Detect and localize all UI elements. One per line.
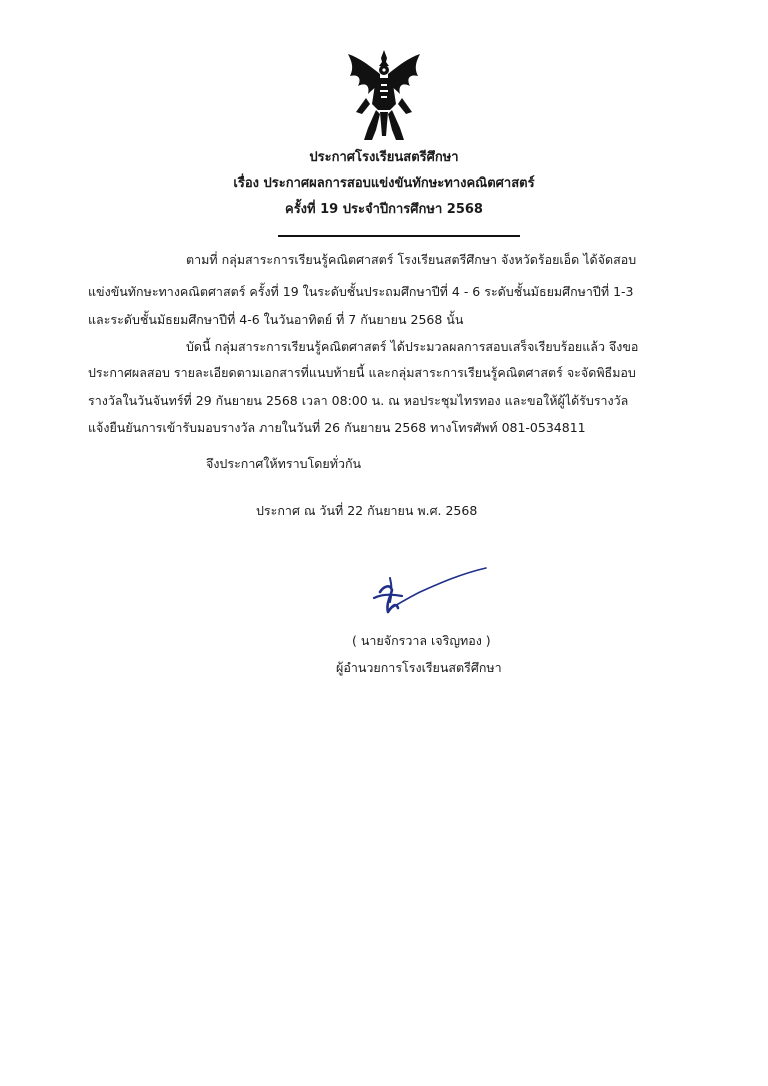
paragraph2-line1: บัดนี้ กลุ่มสาระการเรียนรู้คณิตศาสตร์ ได้ประมวลผลการสอบเสร็จเรียบร้อยแล้ว จึงขอ [186,339,639,354]
paragraph2-line3: รางวัลในวันจันทร์ที่ 29 กันยายน 2568 เวลา 08:00 น. ณ หอประชุมไทรทอง และขอให้ผู้ได้รับรางวัล [88,393,629,408]
announcement-subject: เรื่อง ประกาศผลการสอบแข่งขันทักษะทางคณิตศาสตร์ [233,176,535,191]
heading-divider [278,235,520,237]
announcement-edition: ครั้งที่ 19 ประจำปีการศึกษา 2568 [285,202,483,217]
paragraph2-line4: แจ้งยืนยันการเข้ารับมอบรางวัล ภายในวันที่ 26 กันยายน 2568 ทางโทรศัพท์ 081-0534811 [88,420,586,435]
garuda-emblem-icon [336,48,432,144]
paragraph2-line2: ประกาศผลสอบ รายละเอียดตามเอกสารที่แนบท้ายนี้ และกลุ่มสาระการเรียนรู้คณิตศาสตร์ จะจัดพิธีมอบ [88,365,636,380]
paragraph1-line1: ตามที่ กลุ่มสาระการเรียนรู้คณิตศาสตร์ โรงเรียนสตรีศึกษา จังหวัดร้อยเอ็ด ได้จัดสอบ [186,252,637,267]
closing-sentence: จึงประกาศให้ทราบโดยทั่วกัน [206,456,362,471]
handwritten-signature [368,564,492,628]
announcement-date: ประกาศ ณ วันที่ 22 กันยายน พ.ศ. 2568 [256,503,478,518]
announcement-issuer: ประกาศโรงเรียนสตรีศึกษา [309,150,459,165]
paragraph1-line2: แข่งขันทักษะทางคณิตศาสตร์ ครั้งที่ 19 ในระดับชั้นประถมศึกษาปีที่ 4 - 6 ระดับชั้นมัธยมศึกษาปีที่ 1-3 [88,284,634,299]
paragraph1-line3: และระดับชั้นมัธยมศึกษาปีที่ 4-6 ในวันอาทิตย์ ที่ 7 กันยายน 2568 นั้น [88,312,464,327]
signatory-position: ผู้อำนวยการโรงเรียนสตรีศึกษา [336,660,502,675]
signatory-name: ( นายจักรวาล เจริญทอง ) [352,633,491,648]
